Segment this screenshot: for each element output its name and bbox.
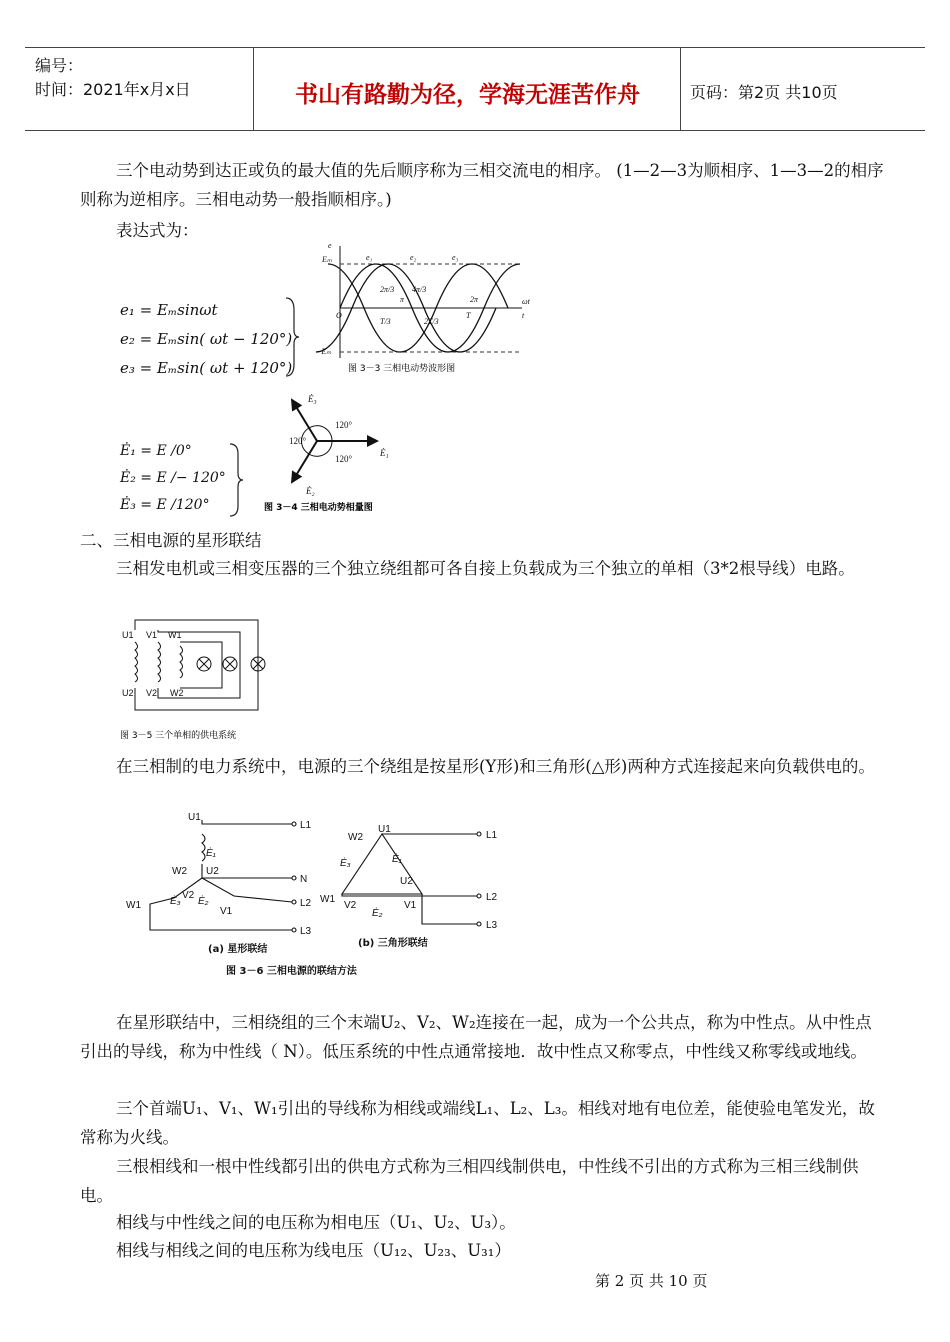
sub-caption-star: (a) 星形联结 [208, 944, 268, 955]
angle-label: 120° [335, 420, 353, 430]
tick-4pi3: 4π/3 [412, 285, 427, 294]
line-label: L2 [300, 898, 312, 909]
axis-e-label: e [328, 241, 332, 250]
axis-t-label: t [522, 311, 525, 320]
terminal-label: W2 [170, 688, 184, 698]
sine-equations [120, 296, 292, 383]
delta-label: U2 [400, 876, 413, 887]
angle-label: 120° [335, 454, 353, 464]
paragraph-single-phase: 三相发电机或三相变压器的三个独立绕组都可各自接上负载成为三个独立的单相（3*2根导线）电路。 [116, 559, 855, 578]
equation-E2: Ė₂ = E /− 120° [120, 470, 226, 486]
curve-label-e1: e₁ [366, 253, 373, 262]
vector-E2 [292, 441, 317, 482]
star-label: U2 [206, 866, 219, 877]
equation-e2: e₂ = Eₘsin( ωt − 120°) [120, 330, 293, 348]
connection-figure [122, 812, 512, 982]
delta-label: W1 [320, 894, 335, 905]
terminal-label: V2 [146, 688, 158, 698]
tick-2t3: 2T/3 [424, 317, 439, 326]
waveform-figure [300, 238, 545, 380]
phasor-figure [262, 386, 422, 516]
tick-pi: π [400, 295, 405, 304]
vector-label-E3: Ė₃ [308, 394, 317, 404]
fig36-caption: 图 3－6 三相电源的联结方法 [226, 966, 357, 977]
section-heading: 二、三相电源的星形联结 [80, 531, 262, 550]
terminal-label: V1 [146, 630, 158, 640]
paragraph-star-neutral: 在星形联结中，三相绕组的三个末端U₂、V₂、W₂连接在一起，成为一个公共点，称为中性点。从中性点引出的导线，称为中性线（ N）。低压系统的中性点通常接地．故中性点又称零点，中性线又称零线或地线。 [80, 1013, 872, 1061]
line-label: L3 [300, 926, 312, 937]
delta-label: U1 [378, 824, 391, 835]
single-phase-figure [118, 612, 278, 744]
paragraph-supply-modes: 三根相线和一根中性线都引出的供电方式称为三相四线制供电，中性线不引出的方式称为三相三线制供电。 [80, 1157, 859, 1205]
terminal-label: W1 [168, 630, 182, 640]
fig33-caption: 图 3－3 三相电动势波形图 [348, 364, 456, 374]
terminal-label: U1 [122, 630, 134, 640]
paragraph-phase-lines: 三个首端U₁、V₁、W₁引出的导线称为相线或端线L₁、L₂、L₃。相线对地有电位差，能使验电笔发光，故常称为火线。 [80, 1099, 875, 1147]
star-emf: Ė₃ [170, 896, 181, 907]
vector-label-E2: Ė₂ [306, 486, 315, 496]
curve-label-e3: e₃ [452, 253, 459, 262]
phasor-equations [120, 438, 226, 519]
delta-label: V1 [404, 900, 417, 911]
header-divider [253, 48, 254, 130]
line-label: N [300, 874, 308, 885]
sub-caption-delta: (b) 三角形联结 [358, 938, 428, 949]
line-label: L1 [300, 820, 312, 831]
vector-label-E1: Ė₁ [380, 448, 389, 458]
tick-2pi3: 2π/3 [380, 285, 395, 294]
page-footer: 第 2 页 共 10 页 [595, 1272, 708, 1290]
star-emf: Ė₂ [198, 896, 209, 907]
paragraph-expression-intro: 表达式为： [116, 221, 199, 240]
tick-2pi: 2π [470, 295, 479, 304]
star-label: U1 [188, 812, 201, 823]
delta-emf: Ė₃ [340, 858, 351, 869]
vector-E3 [292, 400, 317, 441]
em-label: Eₘ [322, 255, 332, 264]
origin-label: O [336, 311, 342, 320]
paragraph-phase-voltage: 相线与中性线之间的电压称为相电压（U₁、U₂、U₃）。 [116, 1213, 516, 1232]
tick-t: T [466, 311, 471, 320]
delta-label: V2 [344, 900, 357, 911]
phasor-brace [228, 442, 244, 518]
number-label: 编号： [35, 56, 84, 75]
angle-label: 120° [289, 436, 307, 446]
equation-E1: Ė₁ = E /0° [120, 443, 192, 459]
star-emf: Ė₁ [206, 848, 216, 859]
axis-wt-label: ωt [522, 297, 530, 306]
star-label: V2 [182, 890, 195, 901]
paragraph-phase-sequence: 三个电动势到达正或负的最大值的先后顺序称为三相交流电的相序。 (1—2—3为顺相序、1—3—2的相序则称为逆相序。三相电动势一般指顺相序。) [80, 161, 884, 209]
paragraph-line-voltage: 相线与相线之间的电压称为线电压（U₁₂、U₂₃、U₃₁） [116, 1241, 511, 1260]
fig34-caption: 图 3－4 三相电动势相量图 [264, 503, 373, 513]
paragraph-connection-types: 在三相制的电力系统中，电源的三个绕组是按星形(Y形)和三角形(△形)两种方式连接起来向负载供电的。 [116, 757, 875, 776]
time-label: 时间：2021年x月x日 [35, 80, 191, 99]
neg-em-label: −Eₘ [316, 347, 332, 356]
page-header [25, 47, 925, 131]
fig35-caption: 图 3－5 三个单相的供电系统 [120, 731, 237, 741]
curve-label-e2: e₂ [410, 253, 417, 262]
page-label: 页码：第2页 共10页 [690, 83, 838, 102]
equation-e1: e₁ = Eₘsinωt [120, 301, 218, 319]
header-motto: 书山有路勤为径，学海无涯苦作舟 [295, 82, 640, 108]
star-label: W1 [126, 900, 141, 911]
tick-t3: T/3 [380, 317, 391, 326]
line-label: L1 [486, 830, 498, 841]
line-label: L3 [486, 920, 498, 931]
star-label: W2 [172, 866, 187, 877]
delta-emf: Ė₁ [392, 854, 402, 865]
star-label: V1 [220, 906, 233, 917]
equation-brace [284, 296, 300, 378]
equation-E3: Ė₃ = E /120° [120, 497, 210, 513]
equation-e3: e₃ = Eₘsin( ωt + 120°) [120, 359, 293, 377]
header-meta [35, 54, 191, 102]
delta-emf: Ė₂ [372, 908, 383, 919]
delta-label: W2 [348, 832, 363, 843]
line-label: L2 [486, 892, 498, 903]
header-divider [680, 48, 681, 130]
terminal-label: U2 [122, 688, 134, 698]
